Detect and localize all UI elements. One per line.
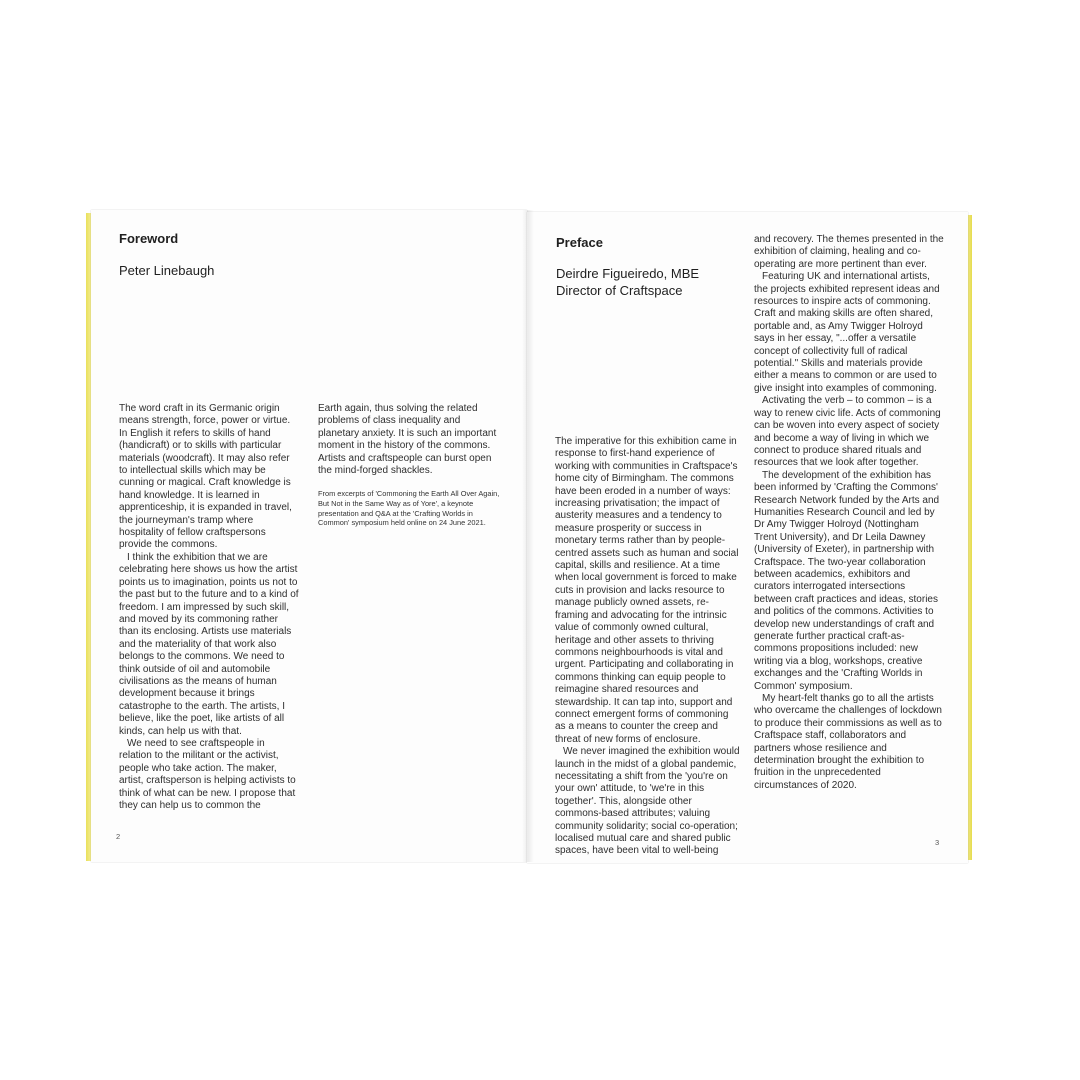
preface-column-1 bbox=[555, 436, 740, 858]
paragraph: My heart-felt thanks go to all the artists who overcame the challenges of lockdown to produce their commissions as well as to Craftspace staff, collaborators and partners whose resilience and determination brought the exhibition to fruition in the unprecedented circumstances of 2020. bbox=[754, 693, 942, 791]
paragraph: The word craft in its Germanic origin means strength, force, power or virtue. In English it refers to skills of hand (handicraft) or to skills with particular materials (woodcraft). It may also refer to intellectual skills which may be cunning or magical. Craft knowledge is hand knowledge. It is learned in apprenticeship, it is expanded in travel, the journeyman's tramp where hospitality of fellow craftspersons provide the commons. bbox=[119, 403, 292, 551]
foreword-column-2 bbox=[318, 403, 504, 528]
preface-column-2 bbox=[754, 234, 944, 792]
paragraph: Earth again, thus solving the related problems of class inequality and planetary anxiety. It is such an important moment in the history of the commons. Artists and craftspeople can burst open the mind-forged shackles. bbox=[318, 403, 497, 477]
foreword-author: Peter Linebaugh bbox=[119, 263, 215, 278]
paragraph: Activating the verb – to common – is a way to renew civic life. Acts of commoning can be woven into every aspect of society and become a way of living in which we connect to produce shared rituals and resources that we look after together. bbox=[754, 395, 941, 469]
paragraph: I think the exhibition that we are celebrating here shows us how the artist points us to imagination, points us not to the past but to the future and to a kind of freedom. I am impressed by such skill, and moved by its commoning rather than its enclosing. Artists use materials and the materiality of that work also belongs to the commons. We need to think outside of oil and automobile civilisations as the means of human development because it brings catastrophe to the earth. The artists, I believe, like the poet, like artists of all kinds, can help us with that. bbox=[119, 551, 299, 737]
paragraph: The imperative for this exhibition came in response to first-hand experience of working with communities in Craftspace's home city of Birmingham. The commons have been eroded in a number of ways: increasing privatisation; the impact of austerity measures and a tendency to measure prosperity or success in monetary terms rather than by people-centred assets such as human and social capital, skills and resilience. At a time when local government is forced to make cuts in provision and lacks resource to manage publicly owned assets, re-framing and advocating for the intrinsic value of commonly owned cultural, heritage and other assets to thriving commons neighbourhoods is vital and urgent. Participating and collaborating in commons thinking can equip people to reimagine shared resources and stewardship. It can tap into, support and connect emergent forms of commoning as a means to counter the creep and threat of new forms of enclosure. bbox=[555, 436, 739, 745]
paragraph: and recovery. The themes presented in the exhibition of claiming, healing and co-operating are more pertinent than ever. bbox=[754, 234, 944, 270]
preface-title: Preface bbox=[556, 235, 603, 250]
paragraph: We need to see craftspeople in relation to the militant or the activist, people who take action. The maker, artist, craftsperson is helping activists to think of what can be new. I propose that they can help us to common the bbox=[119, 737, 296, 811]
foreword-title: Foreword bbox=[119, 231, 179, 246]
page-number-right: 3 bbox=[935, 838, 940, 847]
foreword-column-1 bbox=[119, 403, 299, 812]
source-note: From excerpts of 'Commoning the Earth All Over Again, But Not in the Same Way as of Yore', a keynote presentation and Q&A at the 'Crafting Worlds in Common' symposium held online on 24 June 2021. bbox=[318, 489, 500, 528]
paragraph: Featuring UK and international artists, the projects exhibited represent ideas and resources to inspire acts of commoning. Craft and making skills are often shared, portable and, as Amy Twigger Holroyd says in her essay, "...offer a versatile concept of collectivity full of radical potential." Skills and materials provide either a means to common or are used to give insight into examples of commoning. bbox=[754, 271, 940, 394]
paragraph: We never imagined the exhibition would launch in the midst of a global pandemic, necessitating a shift from the 'you're on your own' attitude, to 'we're in this together'. This, alongside other commons-based attributes; valuing community solidarity; social co-operation; localised mutual care and shared public spaces, have been vital to well-being bbox=[555, 746, 740, 857]
paragraph: The development of the exhibition has been informed by 'Crafting the Commons' Research Network funded by the Arts and Humanities Research Council and led by Dr Amy Twigger Holroyd (Nottingham Trent University), and Dr Leila Dawney (University of Exeter), in partnership with Craftspace. The two-year collaboration between academics, exhibitors and curators interrogated intersections between craft practices and ideas, stories and politics of the commons. Activities to develop new understandings of craft and generate further practical craft-as-commons propositions included: new writing via a blog, workshops, creative exchanges and the 'Crafting Worlds in Common' symposium. bbox=[754, 469, 940, 692]
page-number-left: 2 bbox=[116, 832, 121, 841]
preface-author-name: Deirdre Figueiredo, MBE bbox=[556, 266, 700, 281]
preface-author-role: Director of Craftspace bbox=[556, 283, 683, 298]
book-gutter bbox=[522, 210, 534, 862]
